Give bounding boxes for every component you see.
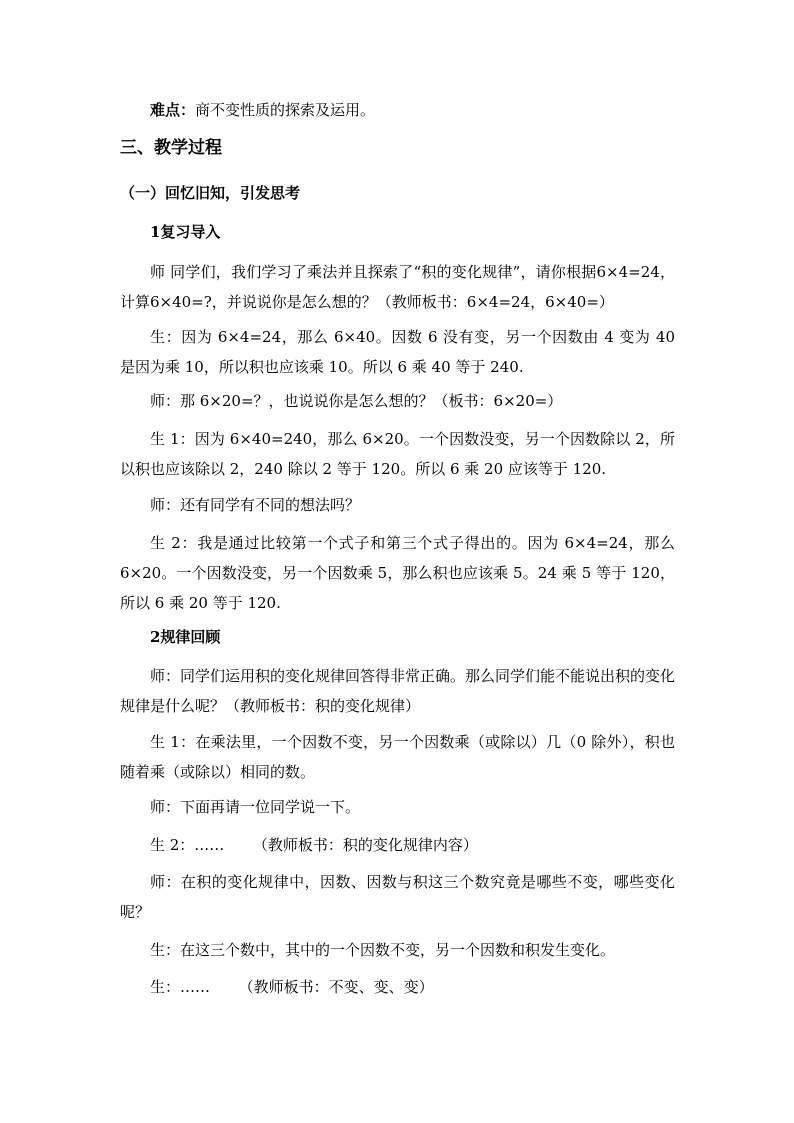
- paragraph-teacher-other-ideas: 师：还有同学有不同的想法吗？: [150, 496, 361, 514]
- item-1-heading: 1复习导入: [150, 223, 221, 241]
- paragraph-teacher-review: 师 同学们，我们学习了乘法并且探索了“积的变化规律”，请你根据6×4=24，计算6×40=?，并说说你是怎么想的？（教师板书：6×4=24，6×40=）: [120, 263, 675, 311]
- difficulty-text: 商不变性质的探索及运用。: [195, 101, 376, 119]
- paragraph-student-ellipsis: 生：…… （教师板书：不变、变、变）: [150, 978, 434, 996]
- paragraph-student-1-rule: 生 1：在乘法里，一个因数不变，另一个因数乘（或除以）几（0 除外），积也随着乘（或除以）相同的数。: [120, 733, 675, 781]
- paragraph-student-changes-answer: 生：在这三个数中，其中的一个因数不变，另一个因数和积发生变化。: [150, 941, 616, 959]
- difficulty-label: 难点：: [150, 101, 196, 119]
- paragraph-student-1-answer: 生 1：因为 6×40=240，那么 6×20。一个因数没变，另一个因数除以 2，所以积也应该除以 2，240 除以 2 等于 120。所以 6 乘 20 应该等于 120.: [120, 430, 675, 478]
- paragraph-student-2-rule: 生 2：…… （教师板书：积的变化规律内容）: [150, 836, 478, 854]
- subsection-1-heading: （一）回忆旧知，引发思考: [120, 184, 301, 202]
- paragraph-teacher-rule-question: 师：同学们运用积的变化规律回答得非常正确。那么同学们能不能说出积的变化规律是什么呢？（教师板书：积的变化规律）: [120, 667, 676, 715]
- paragraph-teacher-what-changes: 师：在积的变化规律中，因数、因数与积这三个数究竟是哪些不变，哪些变化呢？: [120, 873, 675, 921]
- difficulty-line: [150, 100, 375, 120]
- item-2-heading: 2规律回顾: [150, 628, 221, 646]
- paragraph-teacher-ask-another: 师：下面再请一位同学说一下。: [150, 798, 361, 816]
- section-3-heading: 三、教学过程: [120, 138, 222, 158]
- paragraph-teacher-question: 师：那 6×20=？，也说说你是怎么想的？（板书：6×20=）: [150, 392, 563, 410]
- paragraph-student-2-answer: 生 2：我是通过比较第一个式子和第三个式子得出的。因为 6×4=24，那么 6×20。一个因数没变，另一个因数乘 5，那么积也应该乘 5。24 乘 5 等于 120，所以 6 乘 20 等于 120.: [120, 534, 675, 612]
- paragraph-student-answer: 生：因为 6×4=24，那么 6×40。因数 6 没有变，另一个因数由 4 变为 40 是因为乘 10，所以积也应该乘 10。所以 6 乘 40 等于 240.: [120, 328, 675, 376]
